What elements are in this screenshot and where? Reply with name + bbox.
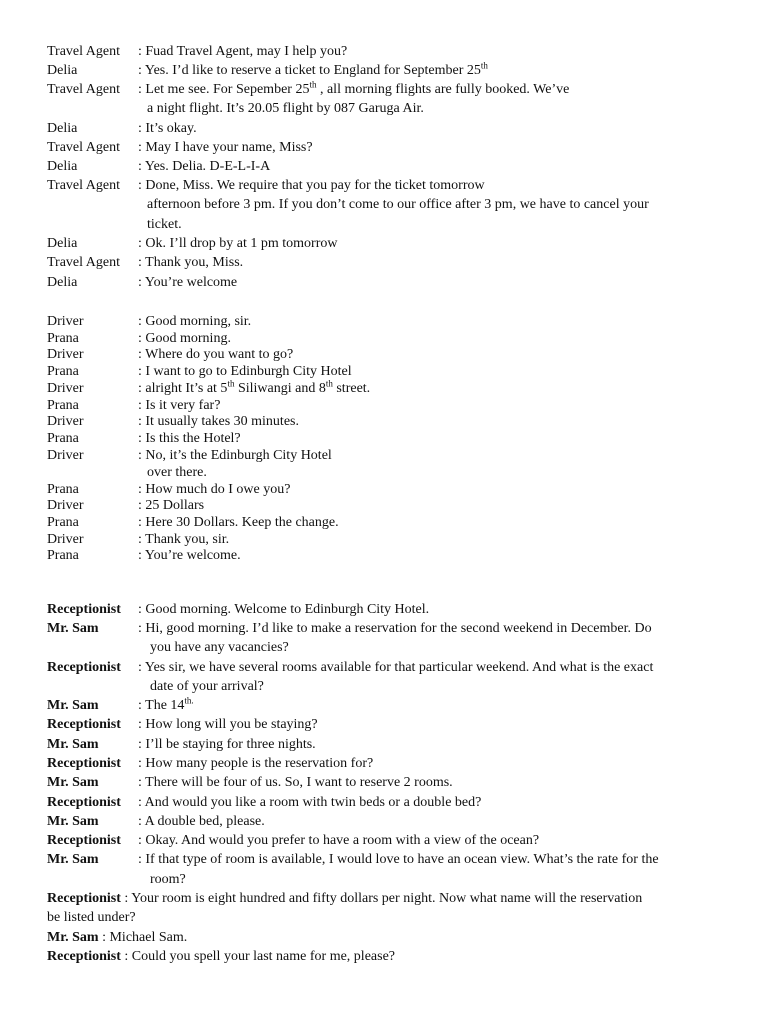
utterance-continuation: be listed under?	[47, 910, 136, 925]
utterance-continuation: you have any vacancies?	[150, 640, 289, 655]
utterance-text: : alright It’s at 5	[138, 381, 228, 396]
utterance-text: : How many people is the reservation for?	[138, 756, 374, 771]
dialogue-line	[147, 102, 424, 116]
utterance	[138, 432, 241, 446]
speaker-name: Travel Agent	[47, 178, 120, 193]
speaker-name: Mr. Sam	[47, 775, 99, 790]
utterance-text: : It usually takes 30 minutes.	[138, 414, 299, 429]
utterance-text: : Is this the Hotel?	[138, 431, 241, 446]
dialogue-line	[47, 950, 395, 964]
utterance-text: : Your room is eight hundred and fifty dollars per night. Now what name will the reservation	[120, 891, 643, 906]
speaker-name: Mr. Sam	[47, 930, 99, 945]
utterance	[138, 378, 371, 396]
utterance-text: : And would you like a room with twin beds or a double bed?	[138, 795, 482, 810]
utterance-text: : Yes. I’d like to reserve a ticket to England for September 25	[138, 63, 481, 78]
utterance	[138, 622, 652, 636]
utterance-text: : Yes sir, we have several rooms available for that particular weekend. And what is the exact	[138, 660, 654, 675]
utterance-text: : Okay. And would you prefer to have a room with a view of the ocean?	[138, 833, 540, 848]
speaker-name: Prana	[47, 398, 79, 413]
speaker-name: Mr. Sam	[47, 737, 99, 752]
ordinal-suffix: th	[325, 378, 333, 389]
dialogue-line	[147, 198, 649, 212]
speaker-name: Travel Agent	[47, 44, 120, 59]
utterance-text: : Ok. I’ll drop by at 1 pm tomorrow	[138, 236, 338, 251]
utterance-text: : How long will you be staying?	[138, 717, 318, 732]
speaker-name: Receptionist	[47, 756, 121, 771]
utterance-text: : Thank you, sir.	[138, 532, 230, 547]
speaker-name: Driver	[47, 314, 84, 329]
speaker-name: Mr. Sam	[47, 852, 99, 867]
utterance-continuation: a night flight. It’s 20.05 flight by 087 Garuga Air.	[147, 101, 424, 116]
dialogue-line	[147, 218, 182, 232]
utterance-text: : Thank you, Miss.	[138, 255, 244, 270]
ordinal-suffix: th	[480, 60, 488, 71]
utterance	[138, 661, 653, 675]
utterance	[138, 718, 318, 732]
utterance-text: : How much do I owe you?	[138, 482, 291, 497]
speaker-name: Driver	[47, 381, 84, 396]
ordinal-suffix: th	[227, 378, 235, 389]
utterance-text: : The 14	[138, 698, 185, 713]
speaker-name: Delia	[47, 121, 78, 136]
utterance-text: Siliwangi and 8	[234, 381, 326, 396]
dialogue-line	[47, 931, 187, 945]
utterance	[138, 256, 243, 270]
speaker-name: Driver	[47, 448, 84, 463]
speaker-name: Delia	[47, 236, 78, 251]
utterance-text: : May I have your name, Miss?	[138, 140, 313, 155]
utterance-text: : You’re welcome.	[138, 548, 241, 563]
utterance-text: : If that type of room is available, I would love to have an ocean view. What’s the rate for the	[138, 852, 659, 867]
speaker-name: Prana	[47, 548, 79, 563]
utterance-continuation: ticket.	[147, 217, 182, 232]
utterance	[138, 365, 352, 379]
utterance	[138, 79, 570, 97]
utterance-text: : Is it very far?	[138, 398, 221, 413]
speaker-name: Driver	[47, 532, 84, 547]
speaker-name: Driver	[47, 347, 84, 362]
utterance	[138, 179, 485, 193]
speaker-name: Receptionist	[47, 660, 121, 675]
speaker-name: Driver	[47, 498, 84, 513]
utterance	[138, 603, 429, 617]
utterance-text: : I’ll be staying for three nights.	[138, 737, 316, 752]
dialogue-line	[150, 873, 186, 887]
speaker-name: Receptionist	[47, 949, 121, 964]
speaker-name: Receptionist	[47, 891, 121, 906]
utterance-text: : A double bed, please.	[138, 814, 265, 829]
utterance-text: : Good morning.	[138, 331, 231, 346]
dialogue-line	[47, 911, 136, 925]
utterance-text: : No, it’s the Edinburgh City Hotel	[138, 448, 332, 463]
utterance	[138, 122, 197, 136]
utterance-text: : Where do you want to go?	[138, 347, 294, 362]
utterance	[138, 853, 659, 867]
utterance-text: : Good morning, sir.	[138, 314, 252, 329]
utterance	[138, 499, 204, 513]
utterance	[138, 776, 453, 790]
speaker-name: Prana	[47, 431, 79, 446]
speaker-name: Receptionist	[47, 717, 121, 732]
utterance	[138, 796, 481, 810]
utterance-text: : Could you spell your last name for me, please?	[120, 949, 395, 964]
utterance-text: : Hi, good morning. I’d like to make a reservation for the second weekend in December. Do	[138, 621, 652, 636]
utterance	[138, 815, 265, 829]
speaker-name: Receptionist	[47, 795, 121, 810]
utterance-text: : Fuad Travel Agent, may I help you?	[138, 44, 348, 59]
utterance-continuation: over there.	[147, 465, 207, 480]
utterance-text: : Michael Sam.	[98, 930, 188, 945]
speaker-name: Receptionist	[47, 602, 121, 617]
utterance	[138, 332, 231, 346]
utterance	[138, 348, 293, 362]
utterance-text: street.	[332, 381, 371, 396]
utterance	[138, 160, 270, 174]
utterance	[138, 757, 373, 771]
utterance-text: : You’re welcome	[138, 275, 238, 290]
utterance-text: : Let me see. For Sepember 25	[138, 82, 310, 97]
utterance	[138, 60, 488, 78]
speaker-name: Travel Agent	[47, 140, 120, 155]
dialogue-line	[147, 466, 207, 480]
utterance	[138, 695, 194, 713]
utterance-text: : There will be four of us. So, I want to reserve 2 rooms.	[138, 775, 453, 790]
utterance	[138, 45, 347, 59]
utterance	[138, 738, 316, 752]
speaker-name: Prana	[47, 331, 79, 346]
speaker-name: Driver	[47, 414, 84, 429]
dialogue-line	[150, 641, 289, 655]
utterance-continuation: afternoon before 3 pm. If you don’t come to our office after 3 pm, we have to cancel your	[147, 197, 649, 212]
utterance	[138, 549, 241, 563]
speaker-name: Travel Agent	[47, 82, 120, 97]
utterance-continuation: room?	[150, 872, 186, 887]
utterance-text: : It’s okay.	[138, 121, 197, 136]
speaker-name: Delia	[47, 275, 78, 290]
utterance-text: : Yes. Delia. D-E-L-I-A	[138, 159, 271, 174]
ordinal-suffix: th.	[184, 695, 194, 706]
speaker-name: Travel Agent	[47, 255, 120, 270]
speaker-name: Receptionist	[47, 833, 121, 848]
speaker-name: Delia	[47, 159, 78, 174]
dialogue-line	[47, 892, 642, 906]
utterance	[138, 834, 539, 848]
speaker-name: Prana	[47, 515, 79, 530]
utterance	[138, 415, 299, 429]
utterance	[138, 516, 339, 530]
utterance	[138, 237, 337, 251]
utterance	[138, 449, 332, 463]
ordinal-suffix: th	[309, 79, 317, 90]
utterance	[138, 315, 251, 329]
utterance-text: : Here 30 Dollars. Keep the change.	[138, 515, 339, 530]
utterance	[138, 399, 220, 413]
speaker-name: Mr. Sam	[47, 698, 99, 713]
utterance-text: : 25 Dollars	[138, 498, 205, 513]
utterance	[138, 276, 237, 290]
utterance-text: : Done, Miss. We require that you pay for the ticket tomorrow	[138, 178, 485, 193]
speaker-name: Prana	[47, 364, 79, 379]
utterance-text: : I want to go to Edinburgh City Hotel	[138, 364, 352, 379]
utterance	[138, 483, 290, 497]
utterance	[138, 533, 229, 547]
utterance-continuation: date of your arrival?	[150, 679, 264, 694]
speaker-name: Delia	[47, 63, 78, 78]
utterance-text: , all morning flights are fully booked. We’ve	[316, 82, 570, 97]
dialogue-line	[150, 680, 264, 694]
speaker-name: Mr. Sam	[47, 621, 99, 636]
utterance-text: : Good morning. Welcome to Edinburgh City Hotel.	[138, 602, 430, 617]
speaker-name: Prana	[47, 482, 79, 497]
speaker-name: Mr. Sam	[47, 814, 99, 829]
utterance	[138, 141, 313, 155]
